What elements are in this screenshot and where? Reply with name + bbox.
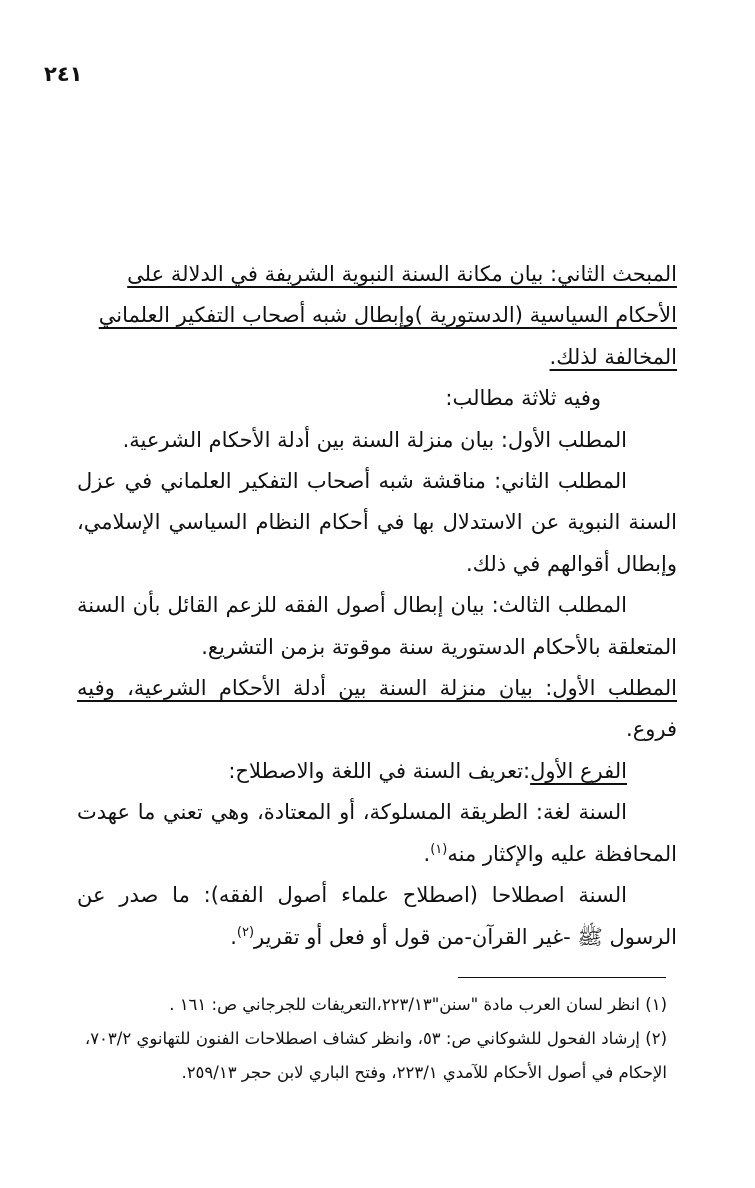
footnote-separator <box>458 977 666 978</box>
far-1-heading <box>77 751 677 792</box>
section-heading <box>77 668 677 751</box>
section-heading-underlined: المطلب الأول: بيان منزلة السنة بين أدلة الأحكام الشرعية، وفيه <box>77 676 677 701</box>
matlab-2: المطلب الثاني: مناقشة شبه أصحاب التفكير العلماني في عزل السنة النبوية عن الاستدلال بها في أحكام النظام السياسي الإسلامي، وإبطال أقوالهم في ذلك. <box>77 469 677 576</box>
intro-line: وفيه ثلاثة مطالب: <box>445 386 601 411</box>
far-1-text: :تعريف السنة في اللغة والاصطلاح: <box>228 758 531 783</box>
sunnah-istilah-end: . <box>230 924 237 949</box>
far-1-label: الفرع الأول <box>530 758 627 783</box>
sunnah-istilah-text: السنة اصطلاحا (اصطلاح علماء أصول الفقه): ما صدر عن الرسول ﷺ -غير القرآن-من قول أو فعل أو تقرير <box>77 883 677 949</box>
main-text <box>77 254 677 958</box>
footnotes <box>67 988 667 1090</box>
chapter-heading-line-2: الأحكام السياسية (الدستورية )وإبطال شبه أصحاب التفكير العلماني <box>98 303 677 328</box>
footnote-1: (١) انظر لسان العرب مادة "سنن"٢٢٣/١٣،التعريفات للجرجاني ص: ١٦١ . <box>169 995 667 1014</box>
matlab-1: المطلب الأول: بيان منزلة السنة بين أدلة الأحكام الشرعية. <box>122 427 627 452</box>
matlab-3: المطلب الثالث: بيان إبطال أصول الفقه للزعم القائل بأن السنة المتعلقة بالأحكام الدستورية سنة موقوتة بزمن التشريع. <box>77 593 677 659</box>
footnote-ref-1: (١) <box>430 841 448 857</box>
chapter-heading-line-1: المبحث الثاني: بيان مكانة السنة النبوية الشريفة في الدلالة على <box>127 262 677 286</box>
section-heading-rest: فروع. <box>626 717 677 742</box>
footnote-2: (٢) إرشاد الفحول للشوكاني ص: ٥٣، وانظر كشاف اصطلاحات الفنون للتهانوي ٧٠٣/٢، <box>84 1029 667 1048</box>
page-number: ٢٤١ <box>44 62 83 86</box>
sunnah-istilah <box>77 875 677 958</box>
footnote-ref-2: (٢) <box>236 924 255 940</box>
footnote-2-continued: الإحكام في أصول الأحكام للآمدي ٢٢٣/١، وفتح الباري لابن حجر ٢٥٩/١٣. <box>181 1063 667 1082</box>
sunnah-lugha-end: . <box>423 841 431 866</box>
chapter-heading-line-3: المخالفة لذلك. <box>549 344 677 369</box>
sunnah-lugha-text: السنة لغة: الطريقة المسلوكة، أو المعتادة، وهي تعني ما عهدت المحافظة عليه والإكثار منه <box>77 800 677 866</box>
sunnah-lugha <box>77 792 677 875</box>
